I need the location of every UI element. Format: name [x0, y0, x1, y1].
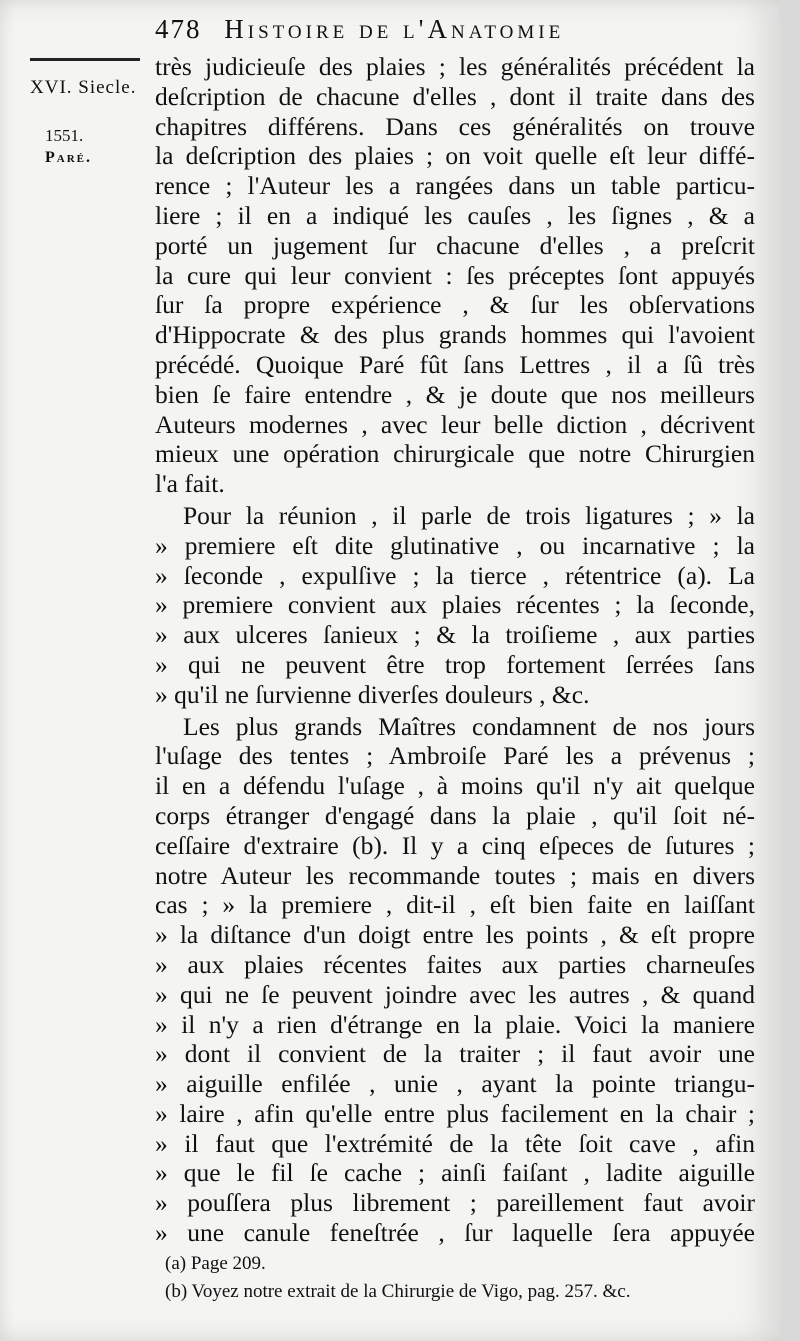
text-line: mieux une opération chirurgicale que notre Chirurgien [155, 439, 755, 469]
text-line: ſur ſa propre expérience , & ſur les obſervations [155, 290, 755, 320]
text-line: » ſeconde , expulſive ; la tierce , rétentrice (a). La [155, 560, 755, 590]
running-title: Histoire de l'Anatomie [224, 14, 565, 44]
text-line: porté un jugement ſur chacune d'elles , a preſcrit [155, 230, 755, 260]
text-line: notre Auteur les recommande toutes ; mais en divers [155, 860, 755, 890]
text-line: cas ; » la premiere , dit-il , eſt bien faite en laiſſant [155, 890, 755, 920]
text-line: » dont il convient de la traiter ; il faut avoir une [155, 1039, 755, 1069]
text-line: » qu'il ne ſurvienne diverſes douleurs , &c. [155, 679, 590, 709]
margin-rule [30, 58, 140, 61]
text-line: l'uſage des tentes ; Ambroiſe Paré les a prévenus ; [155, 741, 755, 771]
text-line: deſcription de chacune d'elles , dont il traite dans des [155, 81, 755, 111]
text-line: » il n'y a rien d'étrange en la plaie. Voici la maniere [155, 1009, 755, 1039]
text-line: la deſcription des plaies ; on voit quelle eſt leur diffé- [155, 141, 755, 171]
margin-note-century: XVI. Siecle. [30, 77, 137, 98]
text-line: rence ; l'Auteur les a rangées dans un table particu- [155, 171, 755, 201]
text-line: » il faut que l'extrémité de la tête ſoit cave , afin [155, 1128, 755, 1158]
text-line: la cure qui leur convient : ſes préceptes ſont appuyés [155, 260, 755, 290]
text-line: » premiere convient aux plaies récentes ; la ſeconde, [155, 590, 755, 620]
text-line: » une canule feneſtrée , ſur laquelle ſera appuyée [155, 1218, 755, 1248]
text-line: Pour la réunion , il parle de trois ligatures ; » la [183, 500, 755, 530]
text-line: Auteurs modernes , avec leur belle diction , décrivent [155, 409, 755, 439]
text-line: » que le fil ſe cache ; ainſi faiſant , ladite aiguille [155, 1158, 755, 1188]
body-text [155, 52, 755, 1248]
text-line: d'Hippocrate & des plus grands hommes qui l'avoient [155, 320, 755, 350]
footnote-b: (b) Voyez notre extrait de la Chirurgie de Vigo, pag. 257. &c. [165, 1281, 631, 1302]
text-line: » aiguille enfilée , unie , ayant la pointe triangu- [155, 1069, 755, 1099]
text-line: » la diſtance d'un doigt entre les points , & eſt propre [155, 920, 755, 950]
text-line: » qui ne ſe peuvent joindre avec les autres , & quand [155, 979, 755, 1009]
running-header [155, 14, 755, 50]
text-line: » aux ulceres ſanieux ; & la troiſieme , aux parties [155, 620, 755, 650]
text-line: Les plus grands Maîtres condamnent de nos jours [183, 711, 755, 741]
margin-note-year: 1551. [45, 126, 84, 145]
footnotes [165, 1250, 755, 1306]
text-line: » aux plaies récentes faites aux parties charneuſes [155, 949, 755, 979]
text-line: chapitres différens. Dans ces généralités on trouve [155, 111, 755, 141]
page-number: 478 [155, 14, 202, 44]
text-line: corps étranger d'engagé dans la plaie , qu'il ſoit né- [155, 800, 755, 830]
text-line: liere ; il en a indiqué les cauſes , les ſignes , & a [155, 200, 755, 230]
text-line: » laire , afin qu'elle entre plus facilement en la chair ; [155, 1098, 755, 1128]
text-line: bien ſe faire entendre , & je doute que nos meilleurs [155, 379, 755, 409]
text-line: » pouſſera plus librement ; pareillement faut avoir [155, 1188, 755, 1218]
text-line: l'a fait. [155, 469, 225, 499]
footnote-a: (a) Page 209. [165, 1253, 266, 1274]
margin-note-author: Paré. [45, 149, 92, 166]
text-line: très judicieuſe des plaies ; les généralités précédent la [155, 52, 755, 81]
text-line: » premiere eſt dite glutinative , ou incarnative ; la [155, 530, 755, 560]
text-line: » qui ne peuvent être trop fortement ſerrées ſans [155, 649, 755, 679]
text-line: il en a défendu l'uſage , à moins qu'il n'y ait quelque [155, 771, 755, 801]
text-line: ceſſaire d'extraire (b). Il y a cinq eſpeces de ſutures ; [155, 830, 755, 860]
text-line: précédé. Quoique Paré fût ſans Lettres , il a ſû très [155, 349, 755, 379]
